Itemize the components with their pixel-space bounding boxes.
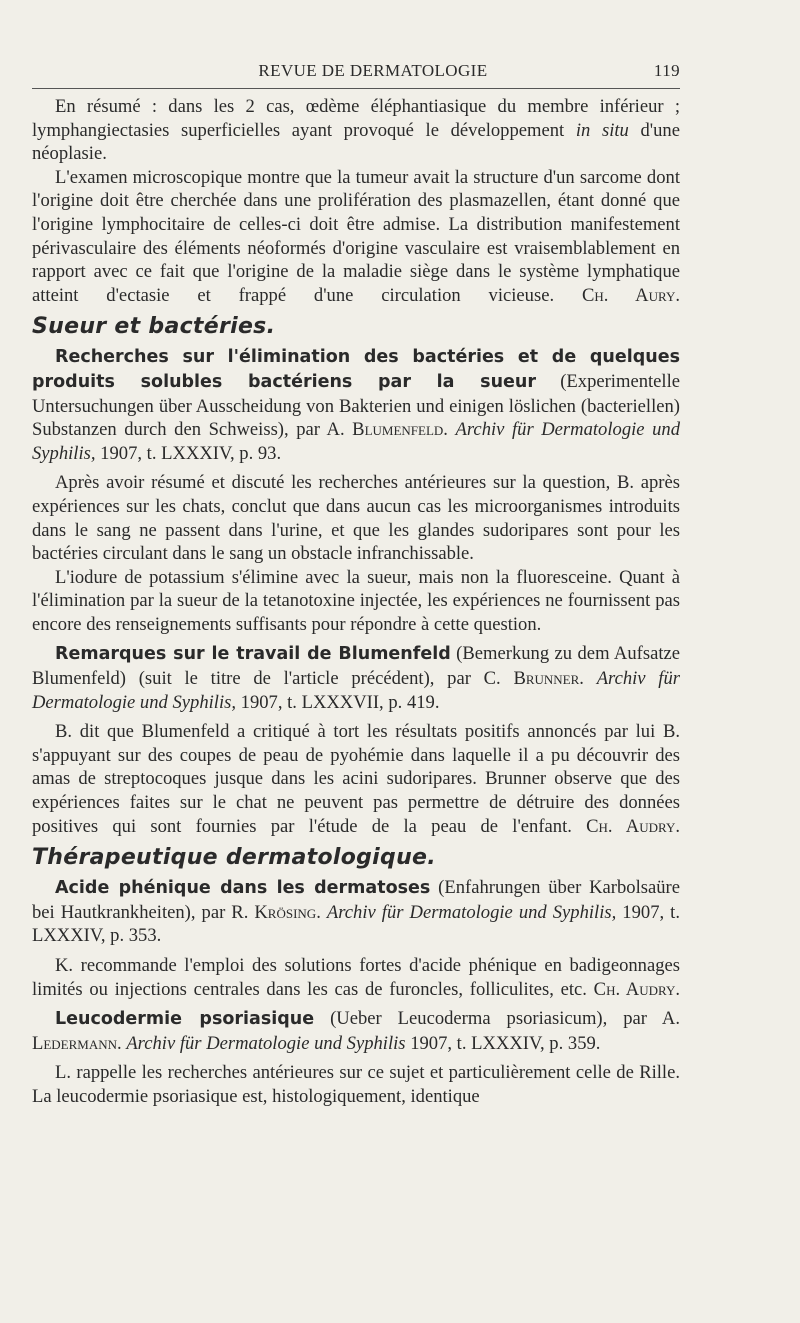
paragraph-acide-phenique: K. recommande l'emploi des solutions fortes d'acide phénique en badigeonnages limités ou injections centrales dans les cas de furoncles, folliculites, etc. Ch. Audry. (32, 955, 680, 1000)
article-entry-krosing: Acide phénique dans les dermatoses (Enfahrungen über Karbolsaüre bei Hautkrankheiten), par R. Krösing. Archiv für Dermatologie und Syphilis, 1907, t. LXXXIV, p. 353. (32, 877, 680, 947)
paragraph-iodure: L'iodure de potassium s'élimine avec la sueur, mais non la fluoresceine. Quant à l'élimination par la sueur de la tetanotoxine injectée, les expériences ne fournissent pas encore des renseignements suffisants pour répondre à cette question. (32, 566, 680, 635)
article-entry-ledermann: Leucodermie psoriasique (Ueber Leucoderma psoriasicum), par A. Ledermann. Archiv für Dermatologie und Syphilis 1907, t. LXXXIV, p. 359. (32, 1008, 680, 1054)
article-title: Remarques sur le travail de Blumenfeld (55, 644, 451, 665)
paragraph-brunner-reply: B. dit que Blumenfeld a critiqué à tort les résultats positifs annoncés par lui B. s'appuyant sur des coupes de peau de pyohémie dans laquelle il a pu découvrir des amas de streptocoques jusque dans les acini sudoripares. Brunner observe que des expériences faites sur le chat ne peuvent pas permettre de détruire des données positives qui sont fournies par l'étude de la peau de l'enfant. Ch. Audry. (32, 721, 680, 837)
article-title: Recherches sur l'élimination des bactéries et de quelques produits solubles bactériens par la sueur (32, 347, 680, 392)
article-title: Acide phénique dans les dermatoses (55, 878, 431, 899)
signature: Ch. Aury. (581, 284, 680, 306)
running-head (32, 58, 680, 84)
signature: Ch. Audry. (586, 815, 680, 837)
journal-citation: Archiv für Dermatologie und Syphilis, (32, 668, 680, 713)
author-name: Brunner (513, 668, 580, 690)
journal-citation: Archiv für Dermatologie und Syphilis, (32, 419, 681, 464)
page-number: 119 (653, 61, 680, 80)
paragraph-experiments: Après avoir résumé et discuté les recherches antérieures sur la question, B. après expériences sur les chats, conclut que dans aucun cas les microorganismes introduits dans le sang ne passent dans l'urine, et que les glandes sudoripares sont pour les bactéries circulant dans le sang un obstacle infranchissable. (32, 472, 680, 565)
section-heading-therapeutique: Thérapeutique dermatologique. (32, 845, 436, 871)
journal-citation: Archiv für Dermatologie und Syphilis (126, 1032, 406, 1054)
journal-citation: Archiv für Dermatologie und Syphilis, (326, 901, 617, 923)
page-body (32, 95, 680, 1109)
author-name: Blumenfeld (352, 419, 444, 441)
signature: Ch. Audry. (593, 978, 680, 1000)
paragraph-microscopy: L'examen microscopique montre que la tumeur avait la structure d'un sarcome dont l'origine doit être cherchée dans une prolifération des plasmazellen, étant donné que l'origine lymphocitaire de celles-ci doit être admise. La distribution manifestement périvasculaire des éléments néoformés d'origine vasculaire est vraisemblablement en rapport avec ce fait que l'origine de la maladie siège dans le système lymphatique atteint d'ectasie et frappé d'une circulation vicieuse. Ch. Aury. (32, 166, 680, 306)
article-entry-blumenfeld: Recherches sur l'élimination des bactéries et de quelques produits solubles bactériens par la sueur (Experimentelle Untersuchungen über Ausscheidung von Bakterien und einigen löslichen (bacteriellen) Substanzen durch den Schweiss), par A. Blumenfeld. Archiv für Dermatologie und Syphilis, 1907, t. LXXXIV, p. 93. (32, 347, 681, 464)
paragraph-leucodermie: L. rappelle les recherches antérieures sur ce sujet et particulièrement celle de Rille. La leucodermie psoriasique est, histologiquement, identique (32, 1062, 680, 1107)
header-rule (32, 88, 680, 89)
author-name: Krösing (254, 901, 317, 923)
article-entry-brunner: Remarques sur le travail de Blumenfeld (Bemerkung zu dem Aufsatze Blumenfeld) (suit le titre de l'article précédent), par C. Brunner. Archiv für Dermatologie und Syphilis, 1907, t. LXXXVII, p. 419. (32, 643, 680, 713)
section-heading-sueur: Sueur et bactéries. (32, 314, 276, 340)
paragraph-summary: En résumé : dans les 2 cas, œdème éléphantiasique du membre inférieur ; lymphangiectasies superficielles ayant provoqué le développement in situ d'une néoplasie. (32, 96, 680, 165)
journal-title: REVUE DE DERMATOLOGIE (258, 61, 488, 80)
author-name: Ledermann (32, 1032, 118, 1054)
article-title: Leucodermie psoriasique (55, 1009, 315, 1030)
